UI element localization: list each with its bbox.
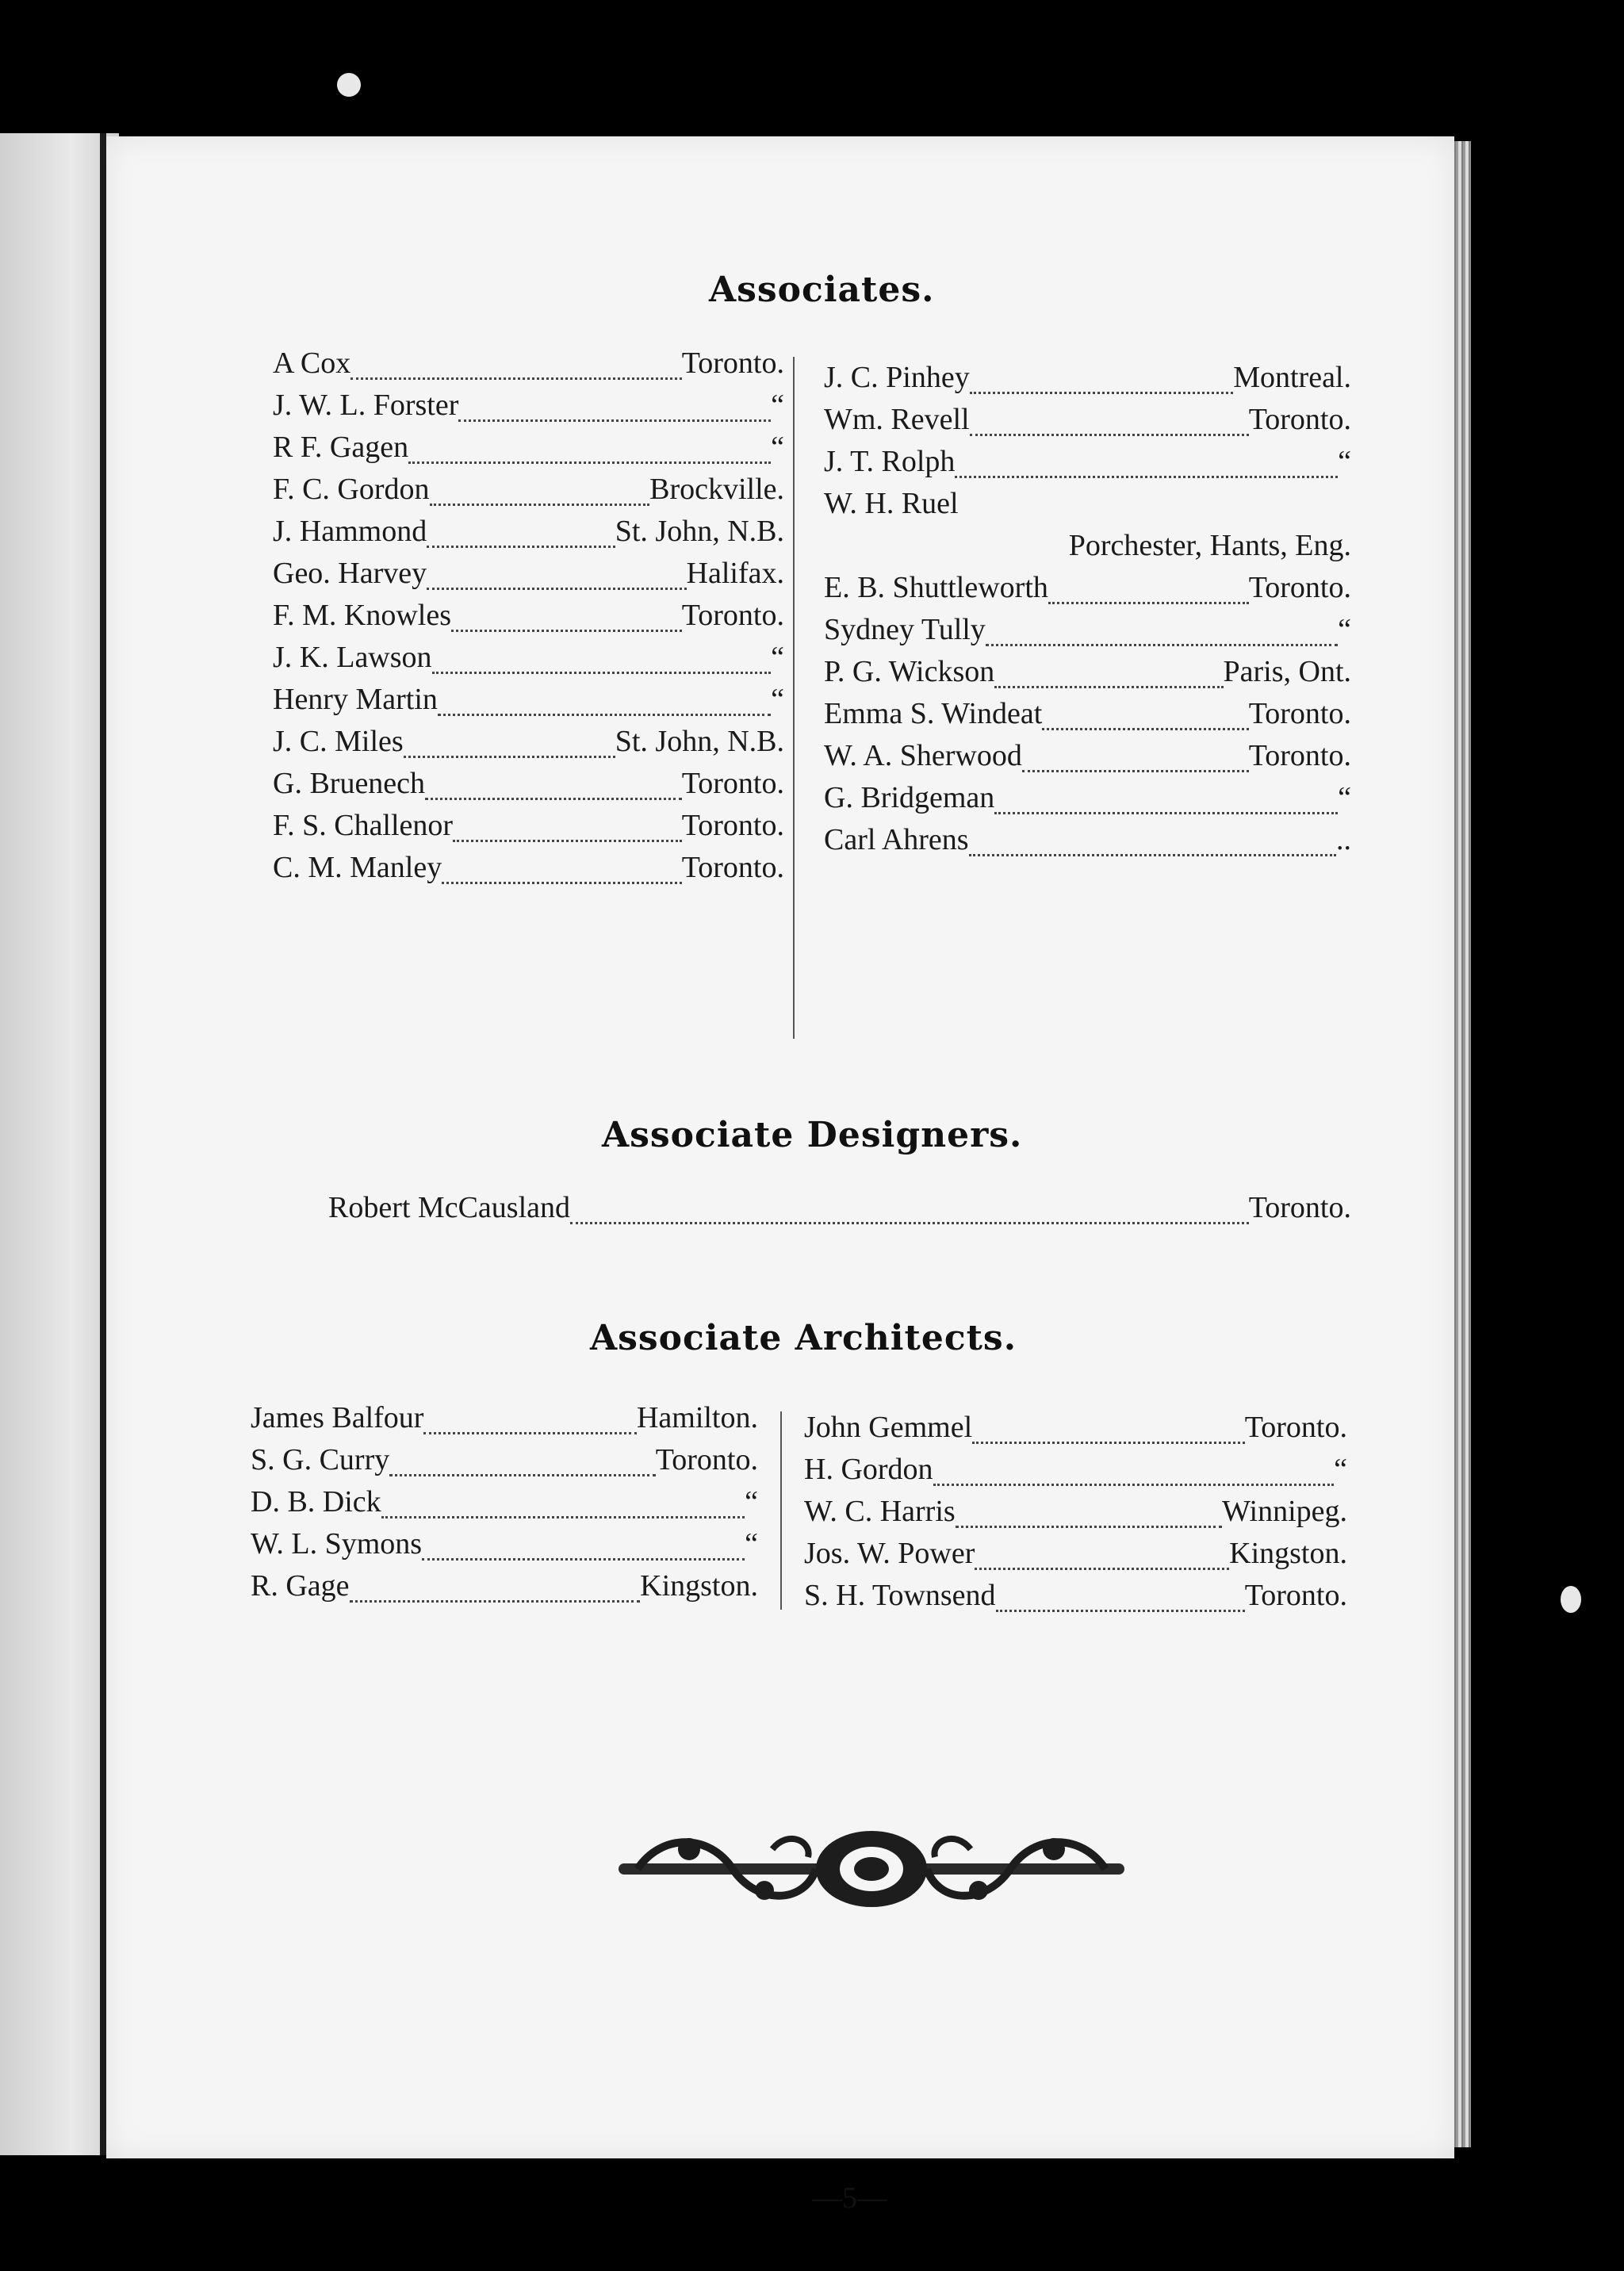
dot-leader <box>986 609 1338 646</box>
entry-place: Porchester, Hants, Eng. <box>1068 529 1351 562</box>
list-entry <box>273 763 784 805</box>
entry-place: Hamilton. <box>636 1401 758 1434</box>
dot-leader <box>1048 567 1249 604</box>
entry-name: Wm. Revell <box>824 403 970 436</box>
entry-name: P. G. Wickson <box>824 655 995 688</box>
list-entry <box>824 525 1351 567</box>
list-entry <box>824 399 1351 441</box>
entry-place: Halifax. <box>686 557 784 590</box>
entry-name: J. W. L. Forster <box>273 389 459 422</box>
entry-name: R. Gage <box>251 1569 350 1603</box>
list-entry <box>824 735 1351 777</box>
entry-name: S. G. Curry <box>251 1443 390 1476</box>
list-entry <box>824 651 1351 693</box>
dot-leader <box>432 637 772 674</box>
scroll-ornament-icon <box>614 1825 1129 1913</box>
entry-name: G. Bridgeman <box>824 781 995 814</box>
list-entry <box>251 1397 758 1439</box>
list-entry <box>273 385 784 427</box>
dot-leader <box>969 819 1336 856</box>
column-divider <box>780 1411 782 1610</box>
entry-place: “ <box>771 641 784 674</box>
entry-place: “ <box>1338 613 1351 646</box>
entry-name: R F. Gagen <box>273 431 409 464</box>
dot-leader <box>970 399 1249 436</box>
entry-name: F. M. Knowles <box>273 599 451 632</box>
dust-speck <box>1561 1586 1581 1613</box>
list-entry <box>328 1187 1351 1229</box>
entry-place: Toronto. <box>1248 697 1351 730</box>
entry-name: S. H. Townsend <box>804 1579 996 1612</box>
list-entry <box>251 1523 758 1565</box>
dot-leader <box>438 679 771 716</box>
dot-leader <box>381 1481 745 1518</box>
entry-place: Montreal. <box>1233 361 1351 394</box>
list-entry <box>273 595 784 637</box>
list-entry <box>273 637 784 679</box>
dot-leader <box>430 469 650 506</box>
dot-leader <box>994 651 1223 688</box>
entry-name: F. S. Challenor <box>273 809 454 842</box>
entry-place: “ <box>771 389 784 422</box>
list-entry <box>804 1449 1347 1491</box>
entry-place: Toronto. <box>1244 1579 1347 1612</box>
list-entry <box>824 357 1351 399</box>
entry-place: “ <box>1334 1453 1347 1486</box>
designers-heading: Associate Designers. <box>602 1115 1023 1155</box>
list-entry <box>273 511 784 553</box>
dot-leader <box>422 1523 745 1561</box>
list-entry <box>251 1565 758 1607</box>
dot-leader <box>427 511 615 548</box>
entry-name: J. Hammond <box>273 515 427 548</box>
entry-place: “ <box>1338 781 1351 814</box>
entry-place: Toronto. <box>1248 571 1351 604</box>
entry-place: Kingston. <box>1229 1537 1347 1570</box>
list-entry <box>824 567 1351 609</box>
entry-name: Sydney Tully <box>824 613 986 646</box>
entry-place: Winnipeg. <box>1222 1495 1347 1528</box>
book-spine <box>100 133 106 2155</box>
list-entry <box>273 679 784 721</box>
list-entry <box>273 847 784 889</box>
entry-name: J. C. Miles <box>273 725 404 758</box>
entry-name: Robert McCausland <box>328 1191 571 1224</box>
list-entry <box>804 1575 1347 1617</box>
entry-place: Toronto. <box>1248 1191 1351 1224</box>
dot-leader <box>350 1565 641 1603</box>
entry-place: St. John, N.B. <box>615 725 784 758</box>
list-entry <box>804 1533 1347 1575</box>
dot-leader <box>975 1533 1229 1570</box>
list-entry <box>251 1439 758 1481</box>
dot-leader <box>427 553 686 590</box>
list-entry <box>273 553 784 595</box>
dot-leader <box>570 1187 1249 1224</box>
entry-place: “ <box>745 1527 758 1561</box>
dot-leader <box>970 357 1234 394</box>
entry-name: J. T. Rolph <box>824 445 956 478</box>
dot-leader <box>408 427 771 464</box>
entry-place: Paris, Ont. <box>1223 655 1351 688</box>
entry-name: Jos. W. Power <box>804 1537 975 1570</box>
entry-place: Toronto. <box>1248 403 1351 436</box>
dot-leader <box>955 441 1338 478</box>
dot-leader <box>972 1407 1245 1444</box>
dust-speck <box>337 73 361 97</box>
entry-place: “ <box>1338 445 1351 478</box>
entry-name: Henry Martin <box>273 683 438 716</box>
list-entry <box>273 721 784 763</box>
entry-name: J. K. Lawson <box>273 641 432 674</box>
list-entry <box>824 609 1351 651</box>
entry-name: A Cox <box>273 347 351 380</box>
entry-name: W. A. Sherwood <box>824 739 1022 772</box>
list-entry <box>824 441 1351 483</box>
entry-place: Toronto. <box>681 599 784 632</box>
entry-name: James Balfour <box>251 1401 424 1434</box>
entry-place: “ <box>745 1485 758 1518</box>
entry-place: Toronto. <box>655 1443 758 1476</box>
dot-leader <box>350 343 682 380</box>
entry-place: Toronto. <box>1244 1411 1347 1444</box>
entry-place: “ <box>771 431 784 464</box>
list-entry <box>824 819 1351 861</box>
entry-name: J. C. Pinhey <box>824 361 970 394</box>
list-entry <box>804 1407 1347 1449</box>
entry-name: E. B. Shuttleworth <box>824 571 1048 604</box>
dot-leader <box>423 1397 637 1434</box>
entry-name: W. C. Harris <box>804 1495 956 1528</box>
list-entry <box>273 805 784 847</box>
list-entry <box>824 483 1351 525</box>
architects-heading: Associate Architects. <box>590 1318 1017 1358</box>
dot-leader <box>389 1439 655 1476</box>
dot-leader <box>451 595 682 632</box>
entry-place: Kingston. <box>640 1569 758 1603</box>
entry-name: D. B. Dick <box>251 1485 381 1518</box>
dot-leader <box>1042 693 1248 730</box>
entry-place: .. <box>1336 823 1351 856</box>
dot-leader <box>996 1575 1245 1612</box>
entry-place: “ <box>771 683 784 716</box>
entry-name: F. C. Gordon <box>273 473 430 506</box>
dot-leader <box>453 805 682 842</box>
entry-name: W. H. Ruel <box>824 487 959 520</box>
dot-leader <box>425 763 682 800</box>
list-entry <box>273 469 784 511</box>
entry-place: Toronto. <box>681 347 784 380</box>
entry-name: C. M. Manley <box>273 851 442 884</box>
entry-place: Toronto. <box>681 851 784 884</box>
list-entry <box>824 777 1351 819</box>
list-entry <box>251 1481 758 1523</box>
dot-leader <box>1022 735 1249 772</box>
entry-place: Toronto. <box>681 767 784 800</box>
entry-place: St. John, N.B. <box>615 515 784 548</box>
list-entry <box>804 1491 1347 1533</box>
page-number: —5— <box>812 2181 887 2215</box>
list-entry <box>273 343 784 385</box>
entry-name: Carl Ahrens <box>824 823 969 856</box>
book-page <box>106 136 1454 2215</box>
column-divider <box>793 357 795 1039</box>
entry-name: Geo. Harvey <box>273 557 427 590</box>
associates-heading: Associates. <box>709 270 935 310</box>
entry-name: G. Bruenech <box>273 767 426 800</box>
entry-place: Toronto. <box>1248 739 1351 772</box>
entry-name: H. Gordon <box>804 1453 933 1486</box>
dot-leader <box>994 777 1338 814</box>
entry-name: W. L. Symons <box>251 1527 423 1561</box>
entry-name: John Gemmel <box>804 1411 973 1444</box>
entry-place: Brockville. <box>649 473 784 506</box>
list-entry <box>273 427 784 469</box>
dot-leader <box>442 847 682 884</box>
entry-place: Toronto. <box>681 809 784 842</box>
list-entry <box>824 693 1351 735</box>
dot-leader <box>458 385 771 422</box>
dot-leader <box>956 1491 1222 1528</box>
entry-name: Emma S. Windeat <box>824 697 1043 730</box>
dot-leader <box>404 721 615 758</box>
dot-leader <box>933 1449 1335 1486</box>
